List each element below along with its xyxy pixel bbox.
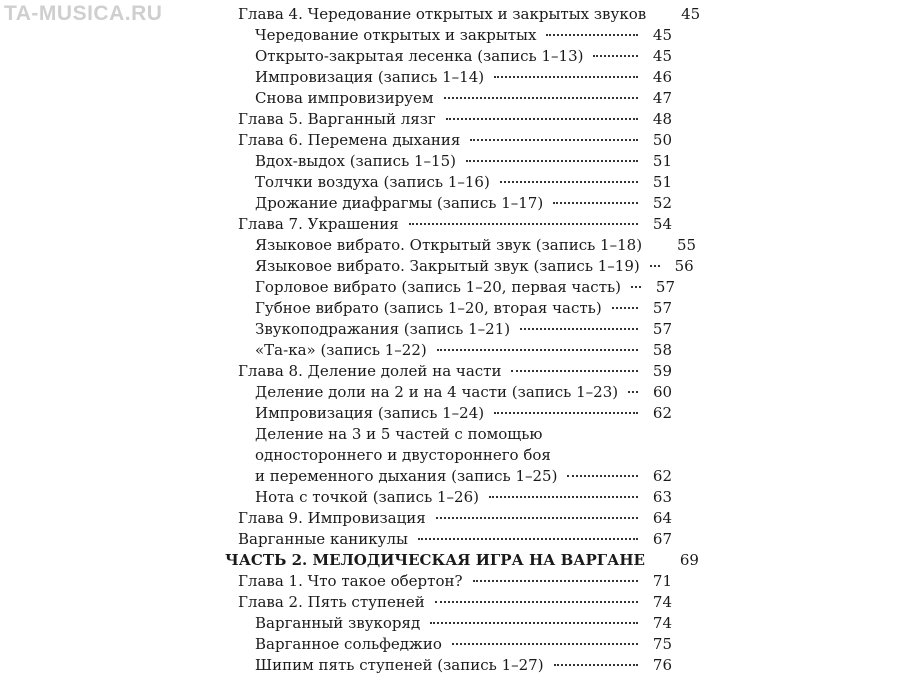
dot-leader [489,496,638,498]
toc-entry-page-number: 71 [652,572,672,590]
toc-entry-title: Деление на 3 и 5 частей с помощью [255,425,543,443]
toc-entry [225,46,672,67]
toc-entry-page-number: 48 [652,110,672,128]
dot-leader [409,223,638,225]
toc-entry-page-number: 74 [652,614,672,632]
toc-entry [225,130,672,151]
toc-entry-title: Нота с точкой (запись 1–26) [255,488,479,506]
toc-entry [225,529,672,550]
toc-entry-page-number: 51 [652,152,672,170]
toc-entry-page-number: 56 [674,257,694,275]
toc-entry [225,151,672,172]
toc-entry [225,214,672,235]
dot-leader [520,328,638,330]
dot-leader [628,391,638,393]
toc-entry [225,277,676,298]
toc-entry [225,550,699,571]
toc-entry-title: Импровизация (запись 1–24) [255,404,485,422]
toc-entry-page-number: 46 [652,68,672,86]
toc-entry-title: Глава 8. Деление долей на части [238,362,502,380]
toc-entry-page-number: 62 [652,467,672,485]
toc-entry-title: ЧАСТЬ 2. МЕЛОДИЧЕСКАЯ ИГРА НА ВАРГАНЕ [225,551,645,569]
dot-leader [612,307,638,309]
toc-entry-title: Деление доли на 2 и на 4 части (запись 1–23) [255,383,619,401]
toc-entry-title: Глава 7. Украшения [238,215,399,233]
dot-leader [631,286,641,288]
toc-entry-page-number: 50 [652,131,672,149]
toc-entry-title: Языковое вибрато. Открытый звук (запись 1–18) [255,236,643,254]
toc-entry [225,298,672,319]
dot-leader [650,265,660,267]
toc-entry-title: одностороннего и двустороннего боя [255,446,551,464]
toc-entry [225,445,672,466]
dot-leader [470,139,638,141]
toc-entry-title: Глава 9. Импровизация [238,509,426,527]
dot-leader [430,622,638,624]
toc-entry-title: Чередование открытых и закрытых [255,26,537,44]
toc-entry-title: и переменного дыхания (запись 1–25) [255,467,558,485]
toc-entry [225,508,672,529]
toc-entry-title: Дрожание диафрагмы (запись 1–17) [255,194,544,212]
toc-entry [225,403,672,424]
toc-entry-title: Толчки воздуха (запись 1–16) [255,173,490,191]
toc-entry-title: Варганный звукоряд [255,614,421,632]
toc-entry-page-number: 55 [676,236,697,254]
toc-entry-title: Горловое вибрато (запись 1–20, первая часть) [255,278,622,296]
toc-entry [225,424,672,445]
toc-entry [225,256,694,277]
dot-leader [546,34,638,36]
toc-entry-page-number: 45 [652,26,672,44]
toc-entry-title: Глава 1. Что такое обертон? [238,572,463,590]
dot-leader [473,580,638,582]
dot-leader [567,475,638,477]
toc-entry [225,25,672,46]
toc-entry-title: «Та-ка» (запись 1–22) [255,341,427,359]
toc-entry-page-number: 67 [652,530,672,548]
toc-entry-page-number: 63 [652,488,672,506]
toc-entry [225,613,672,634]
toc-entry [225,319,672,340]
toc-entry [225,361,672,382]
toc-entry [225,109,672,130]
dot-leader [554,664,638,666]
table-of-contents [225,4,701,676]
toc-entry-page-number: 45 [652,47,672,65]
toc-entry [225,592,672,613]
dot-leader [435,601,638,603]
toc-entry-page-number: 51 [652,173,672,191]
toc-entry-page-number: 76 [652,656,672,674]
toc-entry [225,634,672,655]
toc-entry [225,571,672,592]
dot-leader [553,202,638,204]
toc-entry-title: Глава 4. Чередование открытых и закрытых звуков [238,5,647,23]
toc-entry-page-number: 52 [652,194,672,212]
toc-entry-page-number: 57 [652,320,672,338]
toc-entry [225,193,672,214]
dot-leader [593,55,638,57]
toc-entry [225,466,672,487]
dot-leader [494,76,638,78]
toc-entry-page-number: 64 [652,509,672,527]
toc-entry-page-number: 60 [653,383,673,401]
toc-entry [225,88,672,109]
toc-entry-title: Открыто-закрытая лесенка (запись 1–13) [255,47,584,65]
dot-leader [500,181,638,183]
toc-entry-title: Варганное сольфеджио [255,635,442,653]
dot-leader [494,412,638,414]
dot-leader [437,349,638,351]
toc-entry-title: Звукоподражания (запись 1–21) [255,320,511,338]
toc-entry [225,655,672,676]
toc-entry-title: Снова импровизируем [255,89,434,107]
toc-entry [225,4,701,25]
toc-entry [225,172,672,193]
toc-entry [225,340,672,361]
toc-entry-page-number: 69 [679,551,699,569]
dot-leader [452,643,638,645]
toc-entry-page-number: 75 [652,635,672,653]
toc-entry [225,382,672,403]
toc-entry [225,487,672,508]
toc-entry-title: Вдох-выдох (запись 1–15) [255,152,456,170]
dot-leader [436,517,638,519]
toc-entry-title: Губное вибрато (запись 1–20, вторая часть) [255,299,602,317]
toc-entry-title: Импровизация (запись 1–14) [255,68,485,86]
toc-entry-title: Глава 2. Пять ступеней [238,593,425,611]
toc-entry-title: Шипим пять ступеней (запись 1–27) [255,656,544,674]
dot-leader [418,538,638,540]
toc-entry-page-number: 62 [652,404,672,422]
toc-entry-title: Языковое вибрато. Закрытый звук (запись 1–19) [255,257,640,275]
toc-entry-page-number: 45 [681,5,701,23]
watermark-logo: TA-MUSICA.RU [4,2,163,25]
dot-leader [446,118,638,120]
toc-entry-title: Варганные каникулы [238,530,408,548]
toc-entry-title: Глава 5. Варганный лязг [238,110,436,128]
toc-entry-page-number: 58 [652,341,672,359]
toc-entry [225,67,672,88]
toc-entry-page-number: 54 [652,215,672,233]
toc-entry-page-number: 59 [652,362,672,380]
toc-entry-page-number: 74 [652,593,672,611]
dot-leader [466,160,638,162]
dot-leader [511,370,638,372]
toc-entry-page-number: 57 [655,278,676,296]
toc-entry-title: Глава 6. Перемена дыхания [238,131,461,149]
toc-entry-page-number: 57 [652,299,672,317]
toc-entry-page-number: 47 [652,89,672,107]
dot-leader [444,97,638,99]
toc-entry [225,235,697,256]
